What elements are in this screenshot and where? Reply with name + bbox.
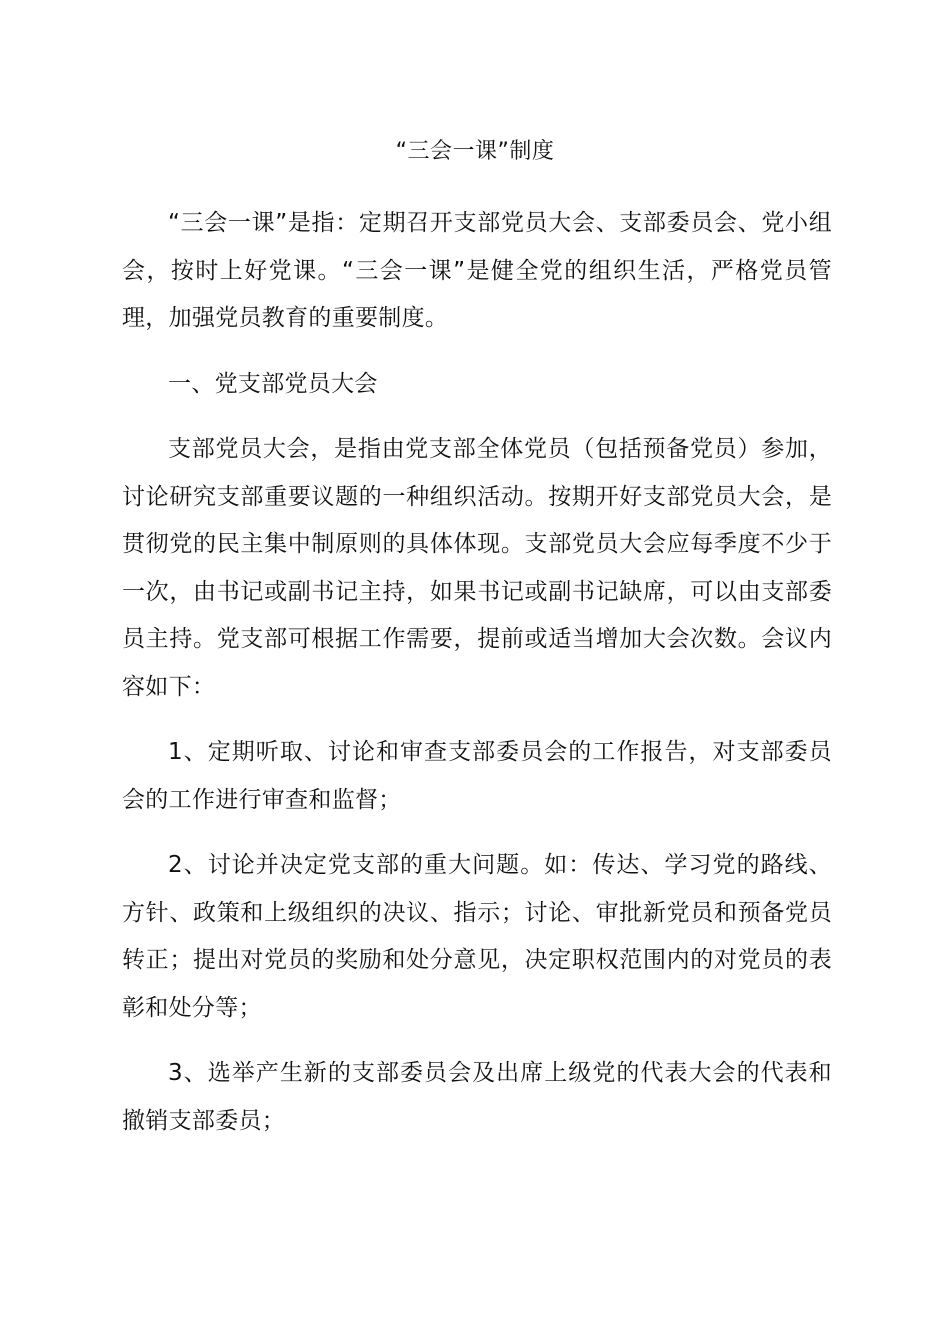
list-item: 2、讨论并决定党支部的重大问题。如：传达、学习党的路线、方针、政策和上级组织的决议、指示；讨论、审批新党员和预备党员转正；提出对党员的奖励和处分意见，决定职权范围内的对党员的表彰和处分等； (122, 852, 832, 1021)
intro-paragraph: “三会一课”是指：定期召开支部党员大会、支部委员会、党小组会，按时上好党课。“三会一课”是健全党的组织生活，严格党员管理，加强党员教育的重要制度。 (122, 210, 832, 331)
list-item: 3、选举产生新的支部委员会及出席上级党的代表大会的代表和撤销支部委员； (122, 1060, 832, 1134)
document-body (122, 200, 832, 1145)
section-heading: 一、党支部党员大会 (168, 370, 378, 397)
document-title: “三会一课”制度 (395, 139, 555, 164)
list-item: 1、定期听取、讨论和审查支部委员会的工作报告，对支部委员会的工作进行审查和监督； (122, 739, 832, 813)
section-paragraph: 支部党员大会，是指由党支部全体党员（包括预备党员）参加，讨论研究支部重要议题的一种组织活动。按期开好支部党员大会，是贯彻党的民主集中制原则的具体体现。支部党员大会应每季度不少于一次，由书记或副书记主持，如果书记或副书记缺席，可以由支部委员主持。党支部可根据工作需要，提前或适当增加大会次数。会议内容如下： (122, 436, 832, 700)
